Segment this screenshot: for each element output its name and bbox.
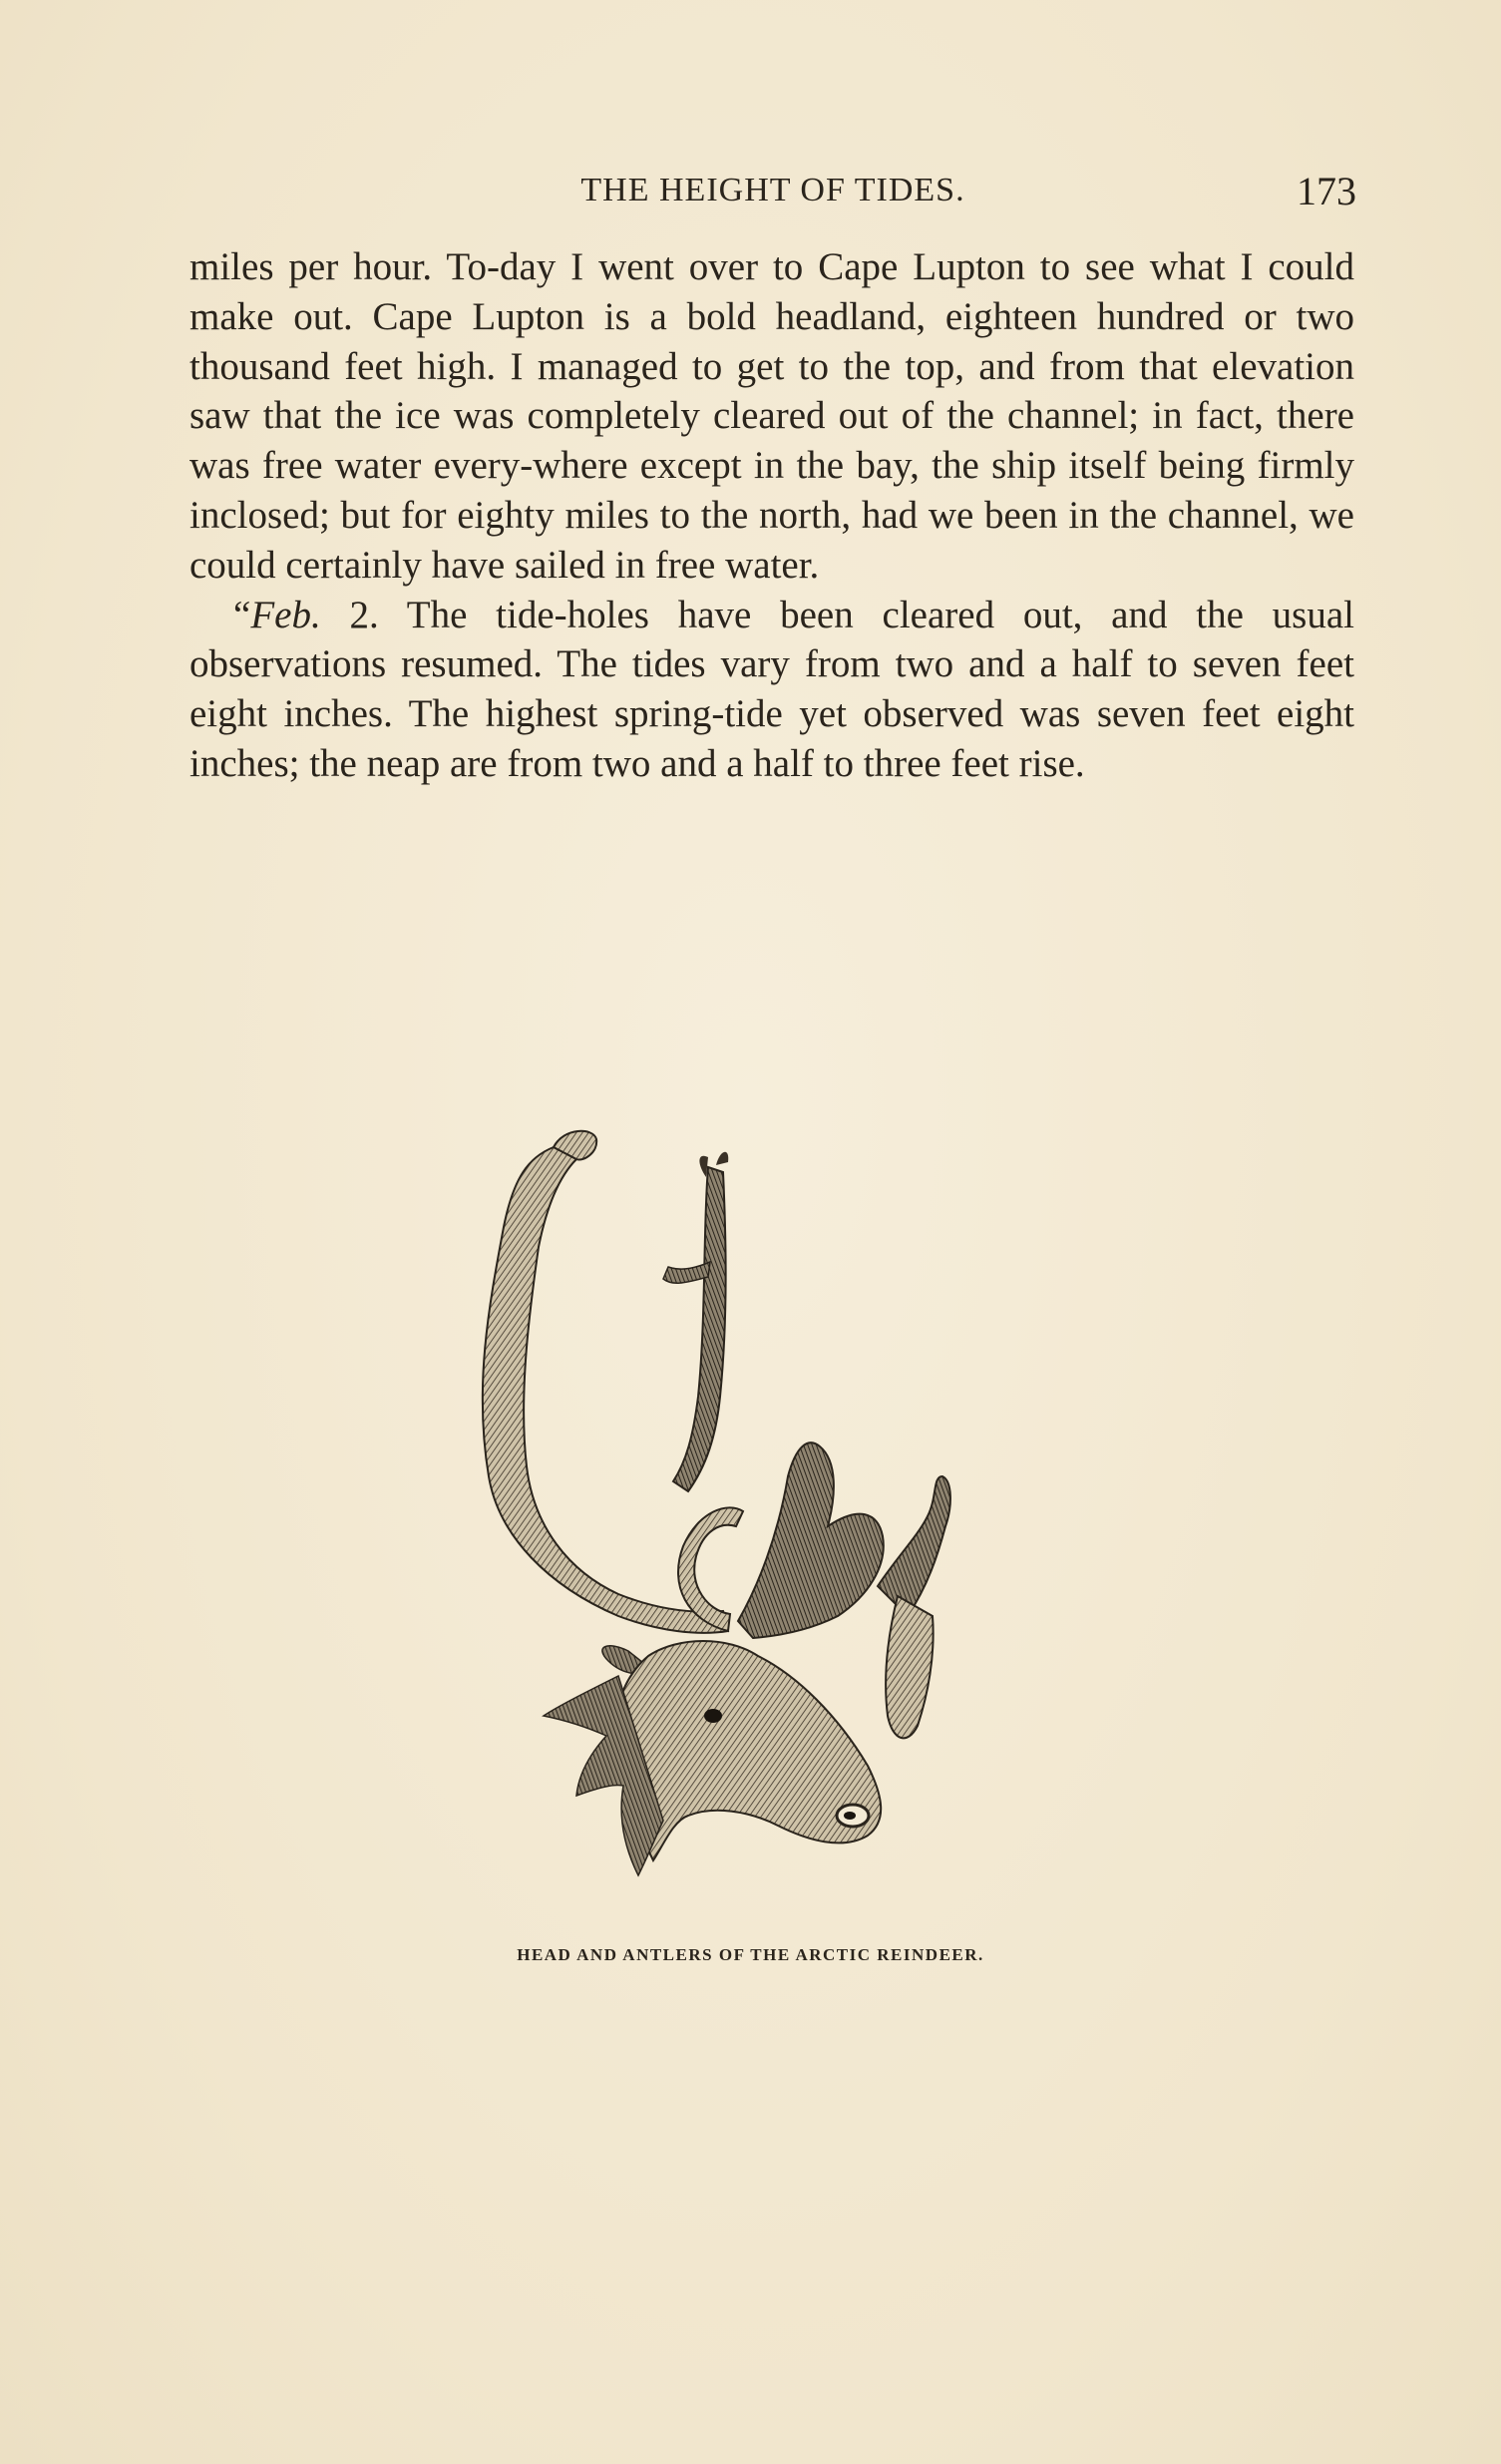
paragraph: miles per hour. To-day I went over to Cape Lupton to see what I could make out. Cape Lupton is a bold headland, eighteen hundred or two thousand feet high. I managed to get to the top, and from that elevation saw that the ice was completely cleared out of the channel; in fact, there was free water every-where except in the bay, the ship itself being firmly inclosed; but for eighty miles to the north, had we been in the channel, we could certainly have sailed in free water. [189, 245, 1354, 587]
paragraph [189, 591, 1354, 789]
reindeer-illustration [459, 1117, 1077, 1905]
figure-caption: HEAD AND ANTLERS OF THE ARCTIC REINDEER. [517, 1945, 984, 1964]
paragraph-text: 2. The tide-holes have been cleared out, and the usual observations resumed. The tides vary from two and a half to seven feet eight inches. The highest spring-tide yet observed was seven feet eight inches; the neap are from two and a half to three feet rise. [189, 593, 1354, 785]
body-text [189, 242, 1354, 789]
reindeer-engraving-icon [459, 1117, 1077, 1905]
opening-quote: “ [233, 593, 251, 636]
running-head: THE HEIGHT OF TIDES. [580, 172, 965, 208]
page-number: 173 [1297, 169, 1356, 213]
date-label: Feb. [250, 593, 321, 636]
page-header [189, 168, 1356, 217]
